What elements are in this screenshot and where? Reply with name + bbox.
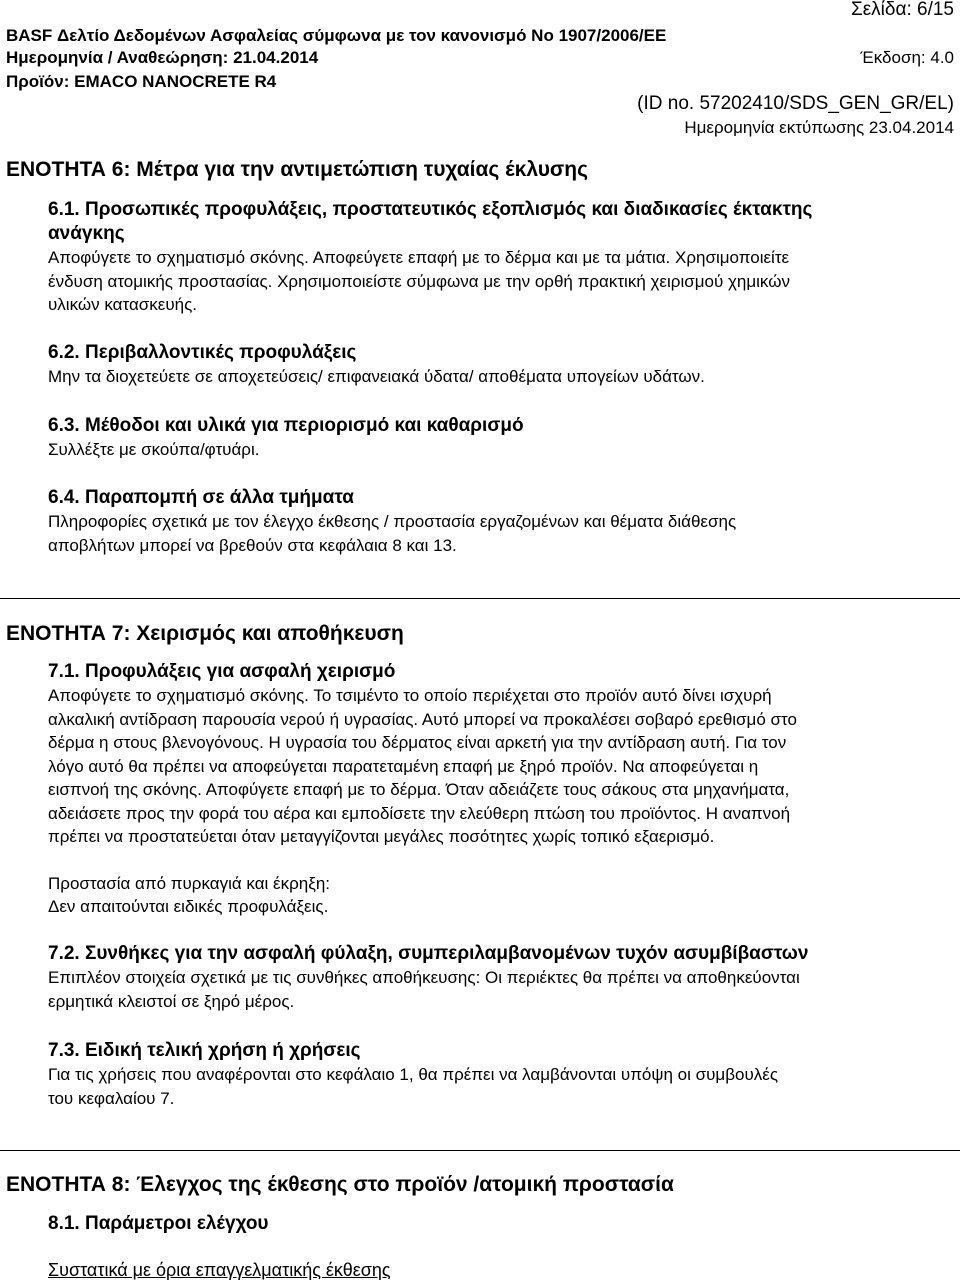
print-date-label: Ημερομηνία εκτύπωσης <box>684 118 865 137</box>
subsection-6-1 <box>48 198 953 317</box>
subsection-6-1-title-line: 6.1. Προσωπικές προφυλάξεις, προστατευτικός εξοπλισμός και διαδικασίες έκτακτης <box>48 199 813 220</box>
subsection-6-2 <box>48 341 953 389</box>
section-divider <box>0 1150 960 1151</box>
subsection-6-4 <box>48 486 953 557</box>
subsection-7-1-title: 7.1. Προφυλάξεις για ασφαλή χειρισμό <box>48 661 396 682</box>
section-7-title: ΕΝΟΤΗΤΑ 7: Χειρισμός και αποθήκευση <box>6 622 404 645</box>
body-line: Συλλέξτε με σκούπα/φτυάρι. <box>48 440 260 459</box>
subsection-7-1-body <box>48 684 953 919</box>
subsection-6-1-title <box>48 198 953 246</box>
edition-value: 4.0 <box>930 48 954 67</box>
spacer <box>48 849 953 872</box>
subsection-6-3-title: 6.3. Μέθοδοι και υλικά για περιορισμό και καθαρισμό <box>48 415 524 436</box>
revision-label: Ημερομηνία / Αναθεώρηση: <box>6 48 229 67</box>
print-date-line <box>684 118 954 138</box>
section-6-title: ΕΝΟΤΗΤΑ 6: Μέτρα για την αντιμετώπιση τυχαίας έκλυσης <box>6 158 589 181</box>
body-line: Για τις χρήσεις που αναφέρονται στο κεφάλαιο 1, θα πρέπει να λαμβάνονται υπόψη οι συμβουλές <box>48 1065 779 1084</box>
subsection-7-2-body <box>48 966 953 1013</box>
subsection-7-1 <box>48 660 953 919</box>
product-line <box>6 72 276 92</box>
body-line: υλικών κατασκευής. <box>48 295 198 314</box>
fire-protection-label: Προστασία από πυρκαγιά και έκρηξη: <box>48 873 331 893</box>
edition-line <box>860 48 954 68</box>
subsection-6-2-title: 6.2. Περιβαλλοντικές προφυλάξεις <box>48 342 357 363</box>
body-line: Επιπλέον στοιχεία σχετικά με τις συνθήκες αποθήκευσης: Οι περιέκτες θα πρέπει να αποθηκεύονται <box>48 968 800 987</box>
subsection-6-4-title: 6.4. Παραπομπή σε άλλα τμήματα <box>48 487 354 508</box>
body-line: ένδυση ατομικής προστασίας. Χρησιμοποιείστε σύμφωνα με την ορθή πρακτική χειρισμού χημικών <box>48 271 790 291</box>
body-line: λόγο αυτό θα πρέπει να αποφεύγεται παρατεταμένη επαφή με ξηρό προϊόν. Να αποφεύγεται η <box>48 756 759 776</box>
body-line: ερμητικά κλειστοί σε ξηρό μέρος. <box>48 991 295 1011</box>
document-id: (ID no. 57202410/SDS_GEN_GR/EL) <box>637 93 954 114</box>
body-line: δέρμα η στους βλενογόνους. Η υγρασία του δέρματος είναι αρκετή για την αντίδραση αυτή. Για τον <box>48 733 787 752</box>
page-number: Σελίδα: 6/15 <box>850 0 954 20</box>
subsection-6-4-body <box>48 510 953 557</box>
section-8-title: ΕΝΟΤΗΤΑ 8: Έλεγχος της έκθεσης στο προϊόν /ατομική προστασία <box>6 1173 674 1196</box>
subsection-7-3 <box>48 1039 953 1110</box>
body-line: αλκαλική αντίδραση παρουσία νερού ή υγρασίας. Αυτό μπορεί να προκαλέσει σοβαρό ερεθισμό στο <box>48 709 797 729</box>
subsection-7-2-title: 7.2. Συνθήκες για την ασφαλή φύλαξη, συμπεριλαμβανομένων τυχόν ασυμβίβαστων <box>48 943 809 964</box>
body-line: αδειάσετε προς την φορά του αέρα και εμποδίσετε την ελεύθερη πτώση του προϊόντος. Η αναπνοή <box>48 803 791 823</box>
body-line: του κεφαλαίου 7. <box>48 1088 175 1108</box>
product-label: Προϊόν: <box>6 72 70 91</box>
body-line: πρέπει να προστατεύεται όταν μεταγγίζονται μεγάλες ποσότητες χωρίς τοπικό εξαερισμό. <box>48 827 715 846</box>
occupational-limits-link-wrap <box>48 1260 953 1281</box>
document-title: BASF Δελτίο Δεδομένων Ασφαλείας σύμφωνα με τον κανονισμό Νο 1907/2006/ΕΕ <box>6 26 667 45</box>
subsection-7-2 <box>48 942 953 1013</box>
fire-protection-text: Δεν απαιτούνται ειδικές προφυλάξεις. <box>48 897 329 916</box>
subsection-6-2-body <box>48 365 953 389</box>
body-line: αποβλήτων μπορεί να βρεθούν στα κεφάλαια 8 και 13. <box>48 535 457 555</box>
subsection-6-1-body <box>48 246 953 317</box>
subsection-6-3 <box>48 414 953 462</box>
occupational-limits-link[interactable]: Συστατικά με όρια επαγγελματικής έκθεσης <box>48 1260 391 1280</box>
product-name: EMACO NANOCRETE R4 <box>74 72 277 91</box>
subsection-8-1-title: 8.1. Παράμετροι ελέγχου <box>48 1213 269 1234</box>
body-line: Αποφύγετε το σχηματισμό σκόνης. Το τσιμέντο το οποίο περιέχεται στο προϊόν αυτό δίνει ισχυρή <box>48 686 772 705</box>
edition-label: Έκδοση: <box>860 48 926 67</box>
revision-date: 21.04.2014 <box>233 48 319 67</box>
print-date: 23.04.2014 <box>868 118 954 137</box>
subsection-7-3-body <box>48 1063 953 1110</box>
body-line: Μην τα διοχετεύετε σε αποχετεύσεις/ επιφανειακά ύδατα/ αποθέματα υπογείων υδάτων. <box>48 367 705 386</box>
body-line: Αποφύγετε το σχηματισμό σκόνης. Αποφεύγετε επαφή με το δέρμα και με τα μάτια. Χρησιμοποιείτε <box>48 248 790 267</box>
subsection-6-3-body <box>48 438 953 462</box>
revision-line <box>6 48 318 68</box>
body-line: εισπνοή της σκόνης. Αποφύγετε επαφή με το δέρμα. Όταν αδειάζετε τους σάκους στα μηχανήματα, <box>48 780 790 799</box>
body-line: Πληροφορίες σχετικά με τον έλεγχο έκθεσης / προστασία εργαζομένων και θέματα διάθεσης <box>48 512 737 531</box>
section-divider <box>0 598 960 599</box>
subsection-8-1 <box>48 1212 953 1236</box>
subsection-7-3-title: 7.3. Ειδική τελική χρήση ή χρήσεις <box>48 1040 361 1061</box>
subsection-6-1-title-line: ανάγκης <box>48 223 125 244</box>
